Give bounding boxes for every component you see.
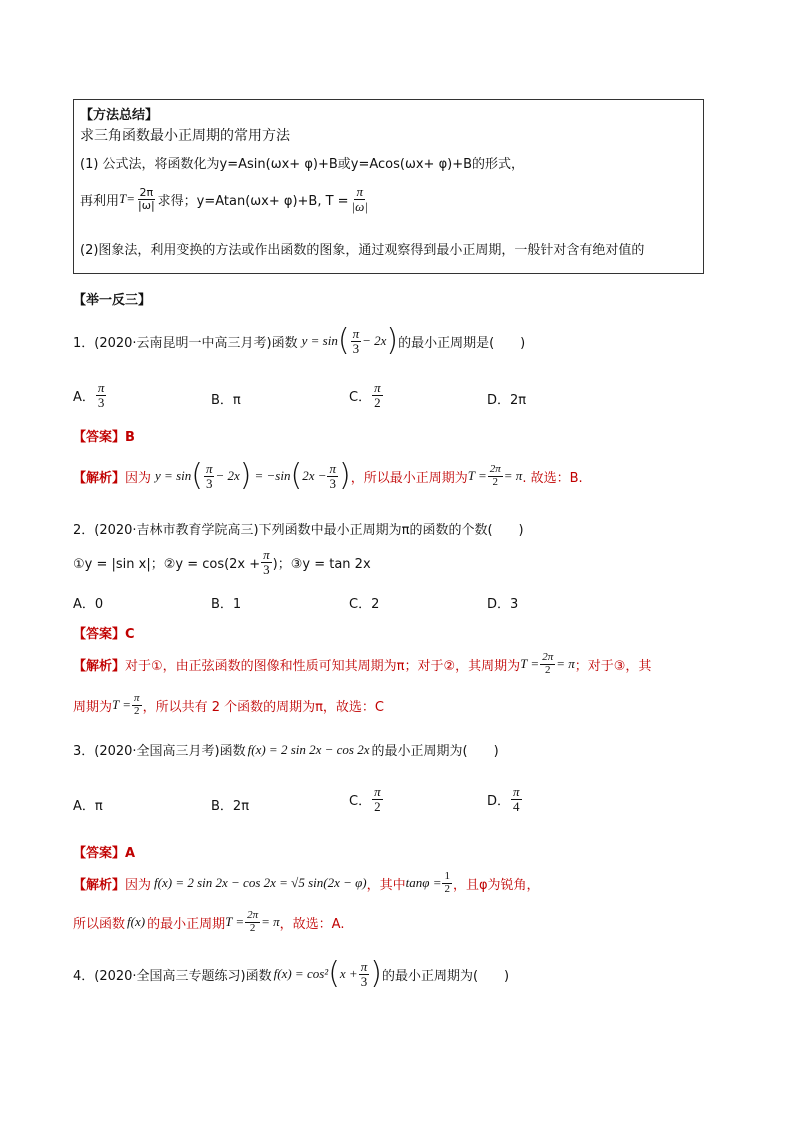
left-paren: (	[337, 323, 350, 358]
summary-line-1: (1) 公式法，将函数化为y=Asin(ωx+ φ)+B或y=Acos(ωx+ φ)+B的形式，	[80, 157, 525, 172]
analysis-fraction	[540, 652, 555, 676]
q2-option-b: B．1	[211, 597, 242, 612]
left-paren: (	[191, 458, 203, 493]
fraction-denominator: 3	[263, 561, 270, 577]
q2-items-text: )；③y = tan 2x	[272, 556, 371, 572]
q2-stem: 2．(2020·吉林市教育学院高三)下列函数中最小正周期为π的函数的个数( )	[73, 523, 524, 538]
analysis-text: 所以函数	[73, 916, 126, 932]
analysis-expression: = π	[261, 914, 280, 930]
fraction-denominator: 2	[544, 663, 551, 676]
left-paren: (	[328, 956, 340, 991]
fraction-numerator: π	[205, 460, 213, 476]
q2-analysis-line-2	[73, 693, 384, 717]
analysis-fraction	[327, 462, 338, 490]
fraction-denominator: 2	[444, 882, 450, 895]
left-paren: (	[290, 458, 303, 493]
q4-expression: f(x) = cos²	[273, 966, 329, 981]
option-label: A．	[73, 389, 95, 405]
fraction-denominator: 3	[352, 340, 360, 356]
summary-subtitle: 求三角函数最小正周期的常用方法	[80, 128, 290, 144]
q3-option-b: B．2π	[211, 799, 250, 814]
fraction-numerator: 1	[444, 870, 450, 882]
analysis-expression: = π	[503, 468, 523, 483]
q3-answer: 【答案】A	[73, 846, 136, 861]
q1-stem-tail: 的最小正周期是( )	[398, 335, 526, 351]
q2-items-text: ①y = |sin x|；②y = cos(2x +	[73, 556, 261, 572]
analysis-text: 的最小正周期	[147, 916, 226, 932]
analysis-text: ；对于③，其	[574, 658, 652, 674]
q1-option-b: B．π	[211, 393, 241, 408]
q4-expression: x +	[339, 966, 358, 981]
fraction-numerator: 2π	[247, 909, 259, 921]
option-fraction	[511, 785, 522, 813]
q3-expression: f(x) = 2 sin 2x − cos 2x	[247, 741, 370, 757]
q1-stem-text: 1．(2020·云南昆明一中高三月考)函数	[73, 335, 298, 351]
q3-analysis-line-2	[73, 910, 344, 934]
fraction-denominator: |ω|	[351, 198, 368, 214]
fraction-numerator: π	[134, 692, 140, 704]
fraction-numerator: 2π	[489, 462, 501, 475]
analysis-expression: − 2x	[215, 468, 240, 483]
section-title: 【举一反三】	[73, 293, 152, 308]
fraction-denominator: 2	[492, 475, 499, 488]
analysis-expression: T =	[467, 468, 487, 483]
q3-option-c	[349, 785, 384, 813]
fraction-numerator: 2π	[542, 651, 554, 663]
analysis-text: . 故选：B.	[522, 470, 583, 486]
analysis-text: 因为	[125, 877, 152, 893]
analysis-text: ，且φ为锐角，	[452, 877, 540, 893]
analysis-expression: T =	[112, 697, 132, 713]
fraction-denominator: 2	[374, 798, 381, 814]
analysis-expression: T =	[225, 914, 245, 930]
fraction-denominator: 2	[134, 704, 140, 717]
fraction-numerator: π	[374, 380, 381, 395]
right-paren: )	[386, 323, 399, 358]
fraction-numerator: π	[356, 184, 363, 199]
fraction-denominator: |ω|	[138, 198, 155, 212]
analysis-text: 对于①，由正弦函数的图像和性质可知其周期为π；对于②，其周期为	[125, 658, 521, 674]
analysis-fraction	[488, 464, 503, 488]
fraction-numerator: π	[97, 380, 105, 395]
q4-fraction	[359, 960, 370, 988]
right-paren: )	[370, 956, 382, 991]
q1-fraction	[351, 327, 362, 355]
option-label: C．	[349, 793, 372, 809]
fraction-denominator: 3	[329, 475, 336, 491]
fraction-numerator: π	[513, 784, 520, 799]
fraction-numerator: π	[360, 958, 368, 974]
q3-stem-text: 3．(2020·全国高三月考)函数	[73, 744, 246, 759]
fraction-denominator: 2	[249, 921, 256, 934]
analysis-fraction	[442, 871, 452, 895]
analysis-fraction	[132, 693, 142, 717]
fraction-numerator: π	[329, 460, 336, 476]
fraction-denominator: 2	[374, 394, 381, 410]
summary-line-2	[80, 185, 371, 213]
fraction-numerator: π	[263, 547, 270, 562]
option-fraction	[372, 381, 383, 409]
option-label: C．	[349, 389, 372, 405]
fraction-numerator: 2π	[139, 186, 154, 200]
q2-answer: 【答案】C	[73, 627, 135, 642]
q1-analysis	[73, 458, 583, 493]
summary-line2-pre: 再利用	[80, 193, 120, 209]
summary-line2-mid: 求得；y=Atan(ωx+ φ)+B, T =	[157, 193, 349, 209]
analysis-label: 【解析】	[73, 877, 126, 893]
q3-stem-tail: 的最小正周期为( )	[371, 744, 499, 759]
right-paren: )	[339, 458, 351, 493]
analysis-text: ，所以最小正周期为	[350, 470, 468, 486]
analysis-fraction	[204, 462, 215, 490]
fraction-numerator: π	[374, 784, 381, 799]
summary-title: 【方法总结】	[80, 108, 159, 123]
q4-stem-text: 4．(2020·全国高三专题练习)函数	[73, 968, 272, 984]
analysis-expression: 2x −	[302, 468, 327, 483]
option-fraction	[96, 381, 107, 409]
analysis-expression: y = sin	[155, 468, 192, 483]
q2-option-c: C．2	[349, 597, 380, 612]
q1-expression: y = sin	[301, 333, 338, 348]
q3-analysis-line-1	[73, 871, 540, 895]
q2-items	[73, 548, 371, 576]
option-fraction	[372, 785, 383, 813]
analysis-label: 【解析】	[73, 470, 126, 486]
analysis-text: ，其中	[366, 877, 406, 893]
right-paren: )	[239, 458, 252, 493]
q2-fraction	[261, 548, 272, 576]
q1-expression-tail: − 2x	[362, 333, 387, 348]
option-label: D．	[487, 793, 511, 809]
analysis-text: 因为	[125, 470, 152, 486]
q2-analysis-line-1	[73, 652, 651, 676]
analysis-expression: T =	[520, 656, 540, 672]
summary-fraction-2	[350, 185, 370, 213]
q1-option-d: D．2π	[487, 393, 527, 408]
analysis-text: ，故选：A.	[279, 916, 345, 932]
analysis-text: 周期为	[73, 699, 113, 715]
analysis-expression: = π	[556, 656, 575, 672]
analysis-fraction	[245, 910, 260, 934]
summary-line-3: (2)图象法，利用变换的方法或作出函数的图象，通过观察得到最小正周期，一般针对含有绝对值的	[80, 243, 645, 258]
q4-stem	[73, 956, 510, 991]
analysis-expression: = −sin	[254, 468, 291, 483]
q1-option-a	[73, 381, 107, 409]
fraction-denominator: 4	[513, 798, 520, 814]
q2-option-d: D．3	[487, 597, 519, 612]
q3-option-a: A．π	[73, 799, 103, 814]
q1-stem	[73, 323, 526, 358]
analysis-expression: f(x)	[127, 914, 146, 930]
analysis-label: 【解析】	[73, 658, 126, 674]
q3-option-d	[487, 785, 523, 813]
q2-option-a: A．0	[73, 597, 104, 612]
summary-line2-T: T=	[119, 191, 136, 207]
analysis-expression: f(x) = 2 sin 2x − cos 2x = √5 sin(2x − φ)	[154, 875, 367, 891]
fraction-numerator: π	[352, 325, 360, 341]
q4-stem-tail: 的最小正周期为( )	[381, 968, 510, 984]
q1-option-c	[349, 381, 384, 409]
analysis-text: ，所以共有 2 个函数的周期为π，故选：C	[142, 699, 385, 715]
summary-fraction-1	[136, 187, 157, 211]
fraction-denominator: 3	[205, 475, 213, 491]
analysis-expression: tanφ =	[405, 875, 442, 891]
fraction-denominator: 3	[97, 394, 105, 410]
q1-answer: 【答案】B	[73, 430, 135, 445]
fraction-denominator: 3	[360, 973, 368, 989]
q3-stem	[73, 740, 499, 759]
